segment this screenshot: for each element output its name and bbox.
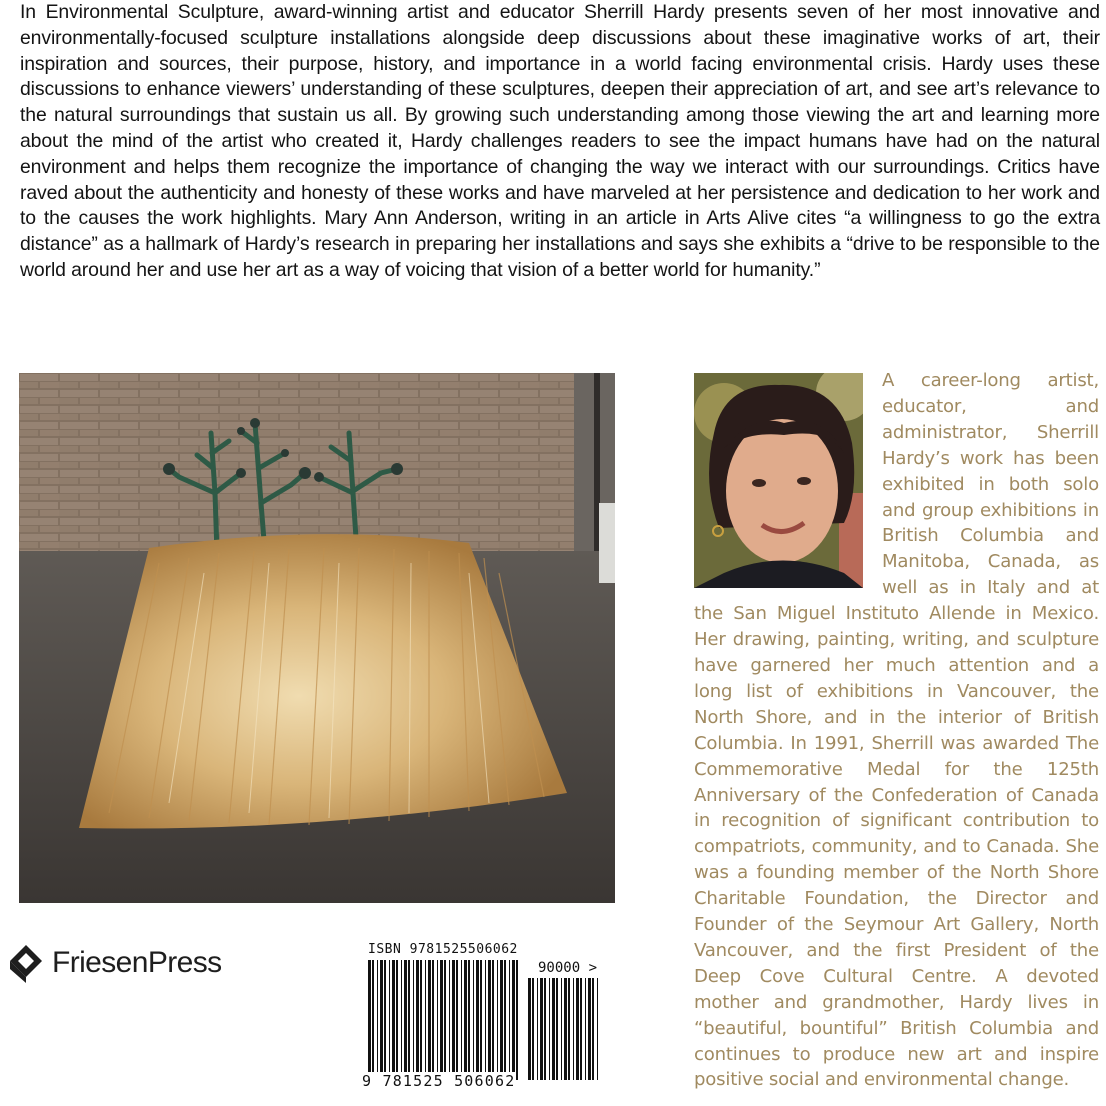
barcode-bar [516, 960, 518, 1080]
barcode-bar [497, 960, 498, 1080]
barcode-bar [464, 960, 467, 1080]
price-code: 90000 > [538, 960, 598, 976]
barcode-bar [592, 978, 594, 1080]
barcode-bar [556, 978, 558, 1080]
barcode-bar [588, 978, 591, 1080]
barcode-bar [509, 960, 510, 1080]
barcode-bar [540, 978, 543, 1080]
barcode-bar [408, 960, 410, 1080]
barcode-bar [544, 978, 546, 1080]
portrait-spacer [694, 368, 882, 590]
barcode-bar [368, 960, 371, 1080]
barcode-bar [372, 960, 374, 1080]
barcode-bar [432, 960, 434, 1080]
barcode-bar [573, 978, 574, 1080]
barcode-bar [416, 960, 419, 1080]
barcode-bar [425, 960, 426, 1080]
ean-digits: 9 781525 506062 [362, 1072, 516, 1090]
isbn-barcode [362, 942, 624, 1092]
back-cover-description: In Environmental Sculpture, award-winning artist and educator Sherrill Hardy presents seven of her most innovative and environmentally-focused sculpture installations alongside deep discussions about these imaginative works of art, their inspiration and sources, their purpose, history, and importance in a world facing environmental crisis. Hardy uses these discussions to enhance viewers’ understanding of these sculptures, deepen their appreciation of art, and see art’s relevance to the natural surroundings that sustain us all. By growing such understanding among those viewing the art and learning more about the mind of the artist who created it, Hardy challenges readers to see the impact humans have had on the natural environment and helps them recognize the importance of changing the way we interact with our surroundings. Critics have raved about the authenticity and honesty of these works and have marveled at her persistence and dedication to her work and to the causes the work highlights. Mary Ann Anderson, writing in an article in Arts Alive cites “a willingness to go the extra distance” as a hallmark of Hardy’s research in preparing her installations and says she exhibits a “drive to be responsible to the world around her and use her art as a way of voicing that vision of a better world for humanity.” [20, 1, 1100, 281]
barcode-bar [532, 978, 534, 1080]
barcode-bar [440, 960, 443, 1080]
barcode-bar [437, 960, 438, 1080]
barcode-bar [564, 978, 567, 1080]
barcode-bar [492, 960, 494, 1080]
publisher-name: FriesenPress [52, 946, 222, 979]
barcode-bar [461, 960, 462, 1080]
barcode-bar [512, 960, 515, 1080]
barcode-bar [549, 978, 550, 1080]
barcode-bar [485, 960, 486, 1080]
barcode-bar [473, 960, 474, 1080]
barcode-bar [392, 960, 395, 1080]
barcode-bar [488, 960, 491, 1080]
barcode-bar [401, 960, 402, 1080]
barcode-bar [444, 960, 446, 1080]
barcode-bar [537, 978, 538, 1080]
barcode-bar [585, 978, 586, 1080]
isbn-label: ISBN 9781525506062 [368, 942, 518, 957]
author-bio [694, 368, 1099, 1093]
barcode-bar [597, 978, 598, 1080]
author-bio-text: A career-long artist, educator, and administrator, Sherrill Hardy’s work has been exhibited in both solo and group exhibitions in British Columbia and Manitoba, Canada, as well as in Italy and at the San Miguel Instituto Allende in Mexico. Her drawing, painting, writing, and sculpture have garnered her much attention and a long list of exhibitions in Vancouver, the North Shore, and in the interior of British Columbia. In 1991, Sherrill was awarded The Commemorative Medal for the 125th Anniversary of the Confederation of Canada in recognition of significant contribution to compatriots, community, and to Canada. She was a founding member of the North Shore Charitable Foundation, the Director and Founder of the Seymour Art Gallery, North Vancouver, and the first President of the Deep Cove Cultural Centre. A devoted mother and grandmother, Hardy lives in “beautiful, bountiful” British Columbia and continues to produce new art and inspire positive social and environmental change. [694, 370, 1099, 1091]
barcode-bar [428, 960, 431, 1080]
publisher-logo [8, 940, 222, 986]
barcode-bar [568, 978, 570, 1080]
barcode-bar [384, 960, 386, 1080]
barcode-bar [404, 960, 407, 1080]
barcode-bar [389, 960, 390, 1080]
barcode-bar [449, 960, 450, 1080]
barcode-bar [476, 960, 479, 1080]
barcode-bar [468, 960, 470, 1080]
barcode-bar [561, 978, 562, 1080]
barcode-bar [480, 960, 482, 1080]
barcode-bar [377, 960, 378, 1080]
barcode-bar [413, 960, 414, 1080]
barcode-bar [380, 960, 383, 1080]
barcode-bar [452, 960, 455, 1080]
barcode-bar [552, 978, 555, 1080]
sculpture-installation-photo [19, 373, 615, 903]
friesenpress-logo-icon [8, 943, 44, 983]
barcode-bar [580, 978, 582, 1080]
barcode-bar [576, 978, 579, 1080]
barcode-bar [456, 960, 458, 1080]
barcode-bar [504, 960, 506, 1080]
barcode-bar [528, 978, 531, 1080]
barcode-bar [396, 960, 398, 1080]
barcode-bar [420, 960, 422, 1080]
barcode-bar [500, 960, 503, 1080]
